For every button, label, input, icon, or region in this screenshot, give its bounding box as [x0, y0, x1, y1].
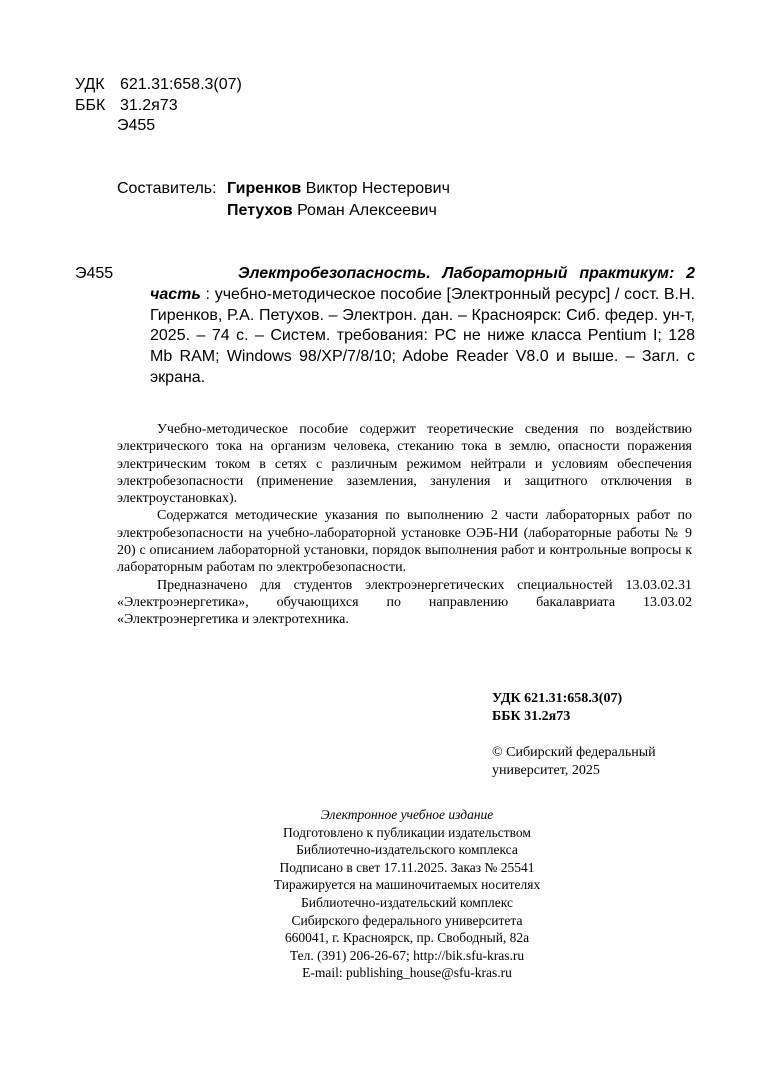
copyright	[492, 744, 656, 780]
bbk-value: 31.2я73	[120, 96, 178, 114]
classification-index-right	[492, 690, 622, 725]
compilers-block	[117, 178, 450, 221]
abstract	[117, 421, 692, 629]
bibliographic-text	[150, 264, 695, 389]
author-mark: Э455	[117, 117, 156, 134]
copyright-line: университет, 2025	[492, 763, 600, 778]
imprint	[180, 806, 634, 982]
abstract-paragraph: Предназначено для студентов электроэнергетических специальностей 13.03.02.31 «Электроэнергетика», обучающихся по направлению бакалавриата 13.03.02 «Электроэнергетика и электротехника.	[117, 577, 692, 628]
bbk-line	[75, 96, 242, 117]
compiler-name: Виктор Нестерович	[301, 180, 450, 197]
udk-line	[75, 75, 242, 96]
bbk-label: ББК	[75, 96, 106, 114]
compiler-surname: Гиренков	[227, 180, 302, 197]
compiler-row	[117, 178, 450, 200]
imprint-line: 660041, г. Красноярск, пр. Свободный, 82а	[284, 930, 530, 946]
classification-block	[75, 75, 242, 137]
bibliographic-record	[75, 264, 695, 389]
compiler-row	[117, 200, 450, 222]
book-title: Электробезопасность. Лабораторный практикум: 2 часть	[150, 265, 695, 303]
imprint-line: Библиотечно-издательского комплекса	[296, 842, 518, 858]
abstract-paragraph: Содержатся методические указания по выполнению 2 части лабораторных работ по электробезопасности на учебно-лабораторной установке ОЭБ-НИ (лабораторные работы № 9 20) с описанием лабораторной установки, порядок выполнения работ и контрольные вопросы к лабораторным работам по электробезопасности.	[117, 508, 692, 576]
imprint-line: Тиражируется на машиночитаемых носителях	[273, 877, 541, 893]
imprint-line: Библиотечно-издательский комплекс	[301, 894, 513, 910]
bbk-index: ББК 31.2я73	[492, 708, 571, 724]
udk-index: УДК 621.31:658.3(07)	[492, 691, 623, 706]
imprint-line: E-mail: publishing_house@sfu-kras.ru	[302, 965, 512, 981]
imprint-line: Подписано в свет 17.11.2025. Заказ № 25541	[279, 859, 535, 875]
compiler-name: Роман Алексеевич	[292, 201, 437, 219]
abstract-paragraph: Учебно-методическое пособие содержит теоретические сведения по воздействию электрического тока на организм человека, стеканию тока в землю, опасности поражения электрическим током в сетях с различным режимом нейтрали и условиям обеспечения электробезопасности (применение заземления, зануления и защитного отключения в электроустановках).	[117, 422, 692, 507]
imprint-line: Сибирского федерального университета	[291, 912, 523, 928]
compiler-surname: Петухов	[227, 201, 293, 219]
udk-label: УДК	[75, 76, 105, 93]
udk-value: 621.31:658.3(07)	[120, 76, 242, 93]
imprint-line: Тел. (391) 206-26-67; http://bik.sfu-kras.ru	[289, 947, 525, 963]
copyright-line: © Сибирский федеральный	[492, 745, 656, 760]
imprint-line: Подготовлено к публикации издательством	[283, 824, 531, 840]
bibliographic-code: Э455	[75, 265, 114, 282]
bibliographic-description: : учебно-методическое пособие [Электронный ресурс] / сост. В.Н. Гиренков, Р.А. Петухов. – Электрон. дан. – Красноярск: Сиб. федер. ун-т, 2025. – 74 с. – Систем. требования: PC не ниже класса Pentium I; 128 Mb RAM; Windows 98/XP/7/8/10; Adobe Reader V8.0 и выше. – Загл. с экрана.	[150, 285, 695, 386]
compilers-label: Составитель:	[117, 180, 217, 197]
edition-type: Электронное учебное издание	[320, 807, 494, 822]
